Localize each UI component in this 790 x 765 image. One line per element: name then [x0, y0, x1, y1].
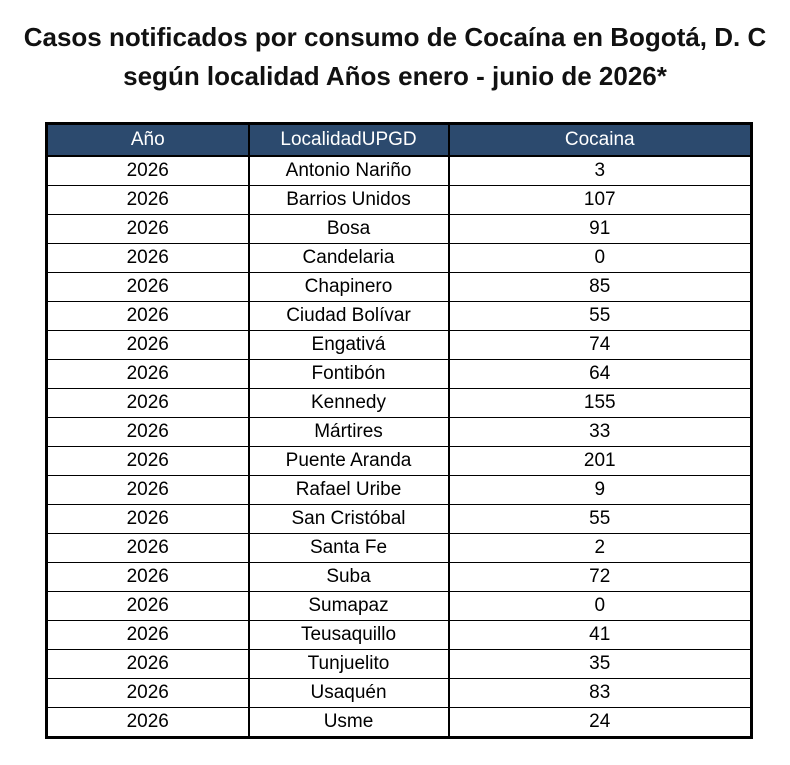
- cell-year: 2026: [47, 679, 249, 708]
- cell-cocaine: 155: [449, 389, 752, 418]
- table-body: [47, 156, 752, 738]
- table-row: [47, 534, 752, 563]
- cell-cocaine: 85: [449, 273, 752, 302]
- header-locality: LocalidadUPGD: [249, 124, 449, 157]
- table-row: [47, 389, 752, 418]
- cell-year: 2026: [47, 621, 249, 650]
- table-row: [47, 447, 752, 476]
- cell-year: 2026: [47, 563, 249, 592]
- table-row: [47, 650, 752, 679]
- cell-locality: Antonio Nariño: [249, 156, 449, 186]
- cell-locality: Fontibón: [249, 360, 449, 389]
- cell-cocaine: 72: [449, 563, 752, 592]
- cell-year: 2026: [47, 592, 249, 621]
- cell-locality: Santa Fe: [249, 534, 449, 563]
- table-row: [47, 476, 752, 505]
- cell-cocaine: 9: [449, 476, 752, 505]
- cell-cocaine: 83: [449, 679, 752, 708]
- cell-year: 2026: [47, 302, 249, 331]
- table-row: [47, 244, 752, 273]
- cell-year: 2026: [47, 156, 249, 186]
- cell-locality: Candelaria: [249, 244, 449, 273]
- cell-locality: Puente Aranda: [249, 447, 449, 476]
- cell-locality: Chapinero: [249, 273, 449, 302]
- cell-year: 2026: [47, 708, 249, 738]
- table-row: [47, 186, 752, 215]
- table-row: [47, 273, 752, 302]
- cases-table: [45, 122, 753, 739]
- page-title: [0, 18, 790, 96]
- cell-locality: Tunjuelito: [249, 650, 449, 679]
- table-row: [47, 592, 752, 621]
- cell-locality: Engativá: [249, 331, 449, 360]
- cell-cocaine: 0: [449, 244, 752, 273]
- cell-locality: Teusaquillo: [249, 621, 449, 650]
- cell-locality: Barrios Unidos: [249, 186, 449, 215]
- table-row: [47, 679, 752, 708]
- cell-cocaine: 64: [449, 360, 752, 389]
- cell-cocaine: 55: [449, 505, 752, 534]
- cell-locality: Ciudad Bolívar: [249, 302, 449, 331]
- cell-year: 2026: [47, 273, 249, 302]
- table-row: [47, 215, 752, 244]
- table-row: [47, 331, 752, 360]
- cell-cocaine: 74: [449, 331, 752, 360]
- cell-cocaine: 3: [449, 156, 752, 186]
- cell-year: 2026: [47, 505, 249, 534]
- cell-cocaine: 201: [449, 447, 752, 476]
- table-row: [47, 505, 752, 534]
- cell-year: 2026: [47, 534, 249, 563]
- cell-locality: Usaquén: [249, 679, 449, 708]
- data-table-container: [45, 122, 750, 739]
- header-cocaine: Cocaina: [449, 124, 752, 157]
- cell-locality: Sumapaz: [249, 592, 449, 621]
- table-row: [47, 302, 752, 331]
- cell-locality: Mártires: [249, 418, 449, 447]
- cell-year: 2026: [47, 418, 249, 447]
- cell-year: 2026: [47, 186, 249, 215]
- cell-locality: Bosa: [249, 215, 449, 244]
- title-line-1: Casos notificados por consumo de Cocaína en Bogotá, D. C: [23, 22, 767, 52]
- cell-year: 2026: [47, 476, 249, 505]
- table-row: [47, 708, 752, 738]
- cell-cocaine: 91: [449, 215, 752, 244]
- table-row: [47, 156, 752, 186]
- cell-cocaine: 107: [449, 186, 752, 215]
- cell-cocaine: 41: [449, 621, 752, 650]
- cell-cocaine: 55: [449, 302, 752, 331]
- cell-year: 2026: [47, 650, 249, 679]
- cell-cocaine: 35: [449, 650, 752, 679]
- cell-year: 2026: [47, 215, 249, 244]
- table-header-row: [47, 124, 752, 157]
- cell-locality: Kennedy: [249, 389, 449, 418]
- cell-locality: Suba: [249, 563, 449, 592]
- table-row: [47, 563, 752, 592]
- cell-year: 2026: [47, 360, 249, 389]
- cell-cocaine: 2: [449, 534, 752, 563]
- cell-year: 2026: [47, 244, 249, 273]
- table-row: [47, 621, 752, 650]
- cell-cocaine: 0: [449, 592, 752, 621]
- title-line-2: según localidad Años enero - junio de 2026*: [123, 61, 667, 91]
- cell-locality: Usme: [249, 708, 449, 738]
- table-row: [47, 360, 752, 389]
- cell-year: 2026: [47, 389, 249, 418]
- table-row: [47, 418, 752, 447]
- header-year: Año: [47, 124, 249, 157]
- cell-cocaine: 33: [449, 418, 752, 447]
- cell-year: 2026: [47, 447, 249, 476]
- cell-locality: San Cristóbal: [249, 505, 449, 534]
- cell-year: 2026: [47, 331, 249, 360]
- cell-locality: Rafael Uribe: [249, 476, 449, 505]
- cell-cocaine: 24: [449, 708, 752, 738]
